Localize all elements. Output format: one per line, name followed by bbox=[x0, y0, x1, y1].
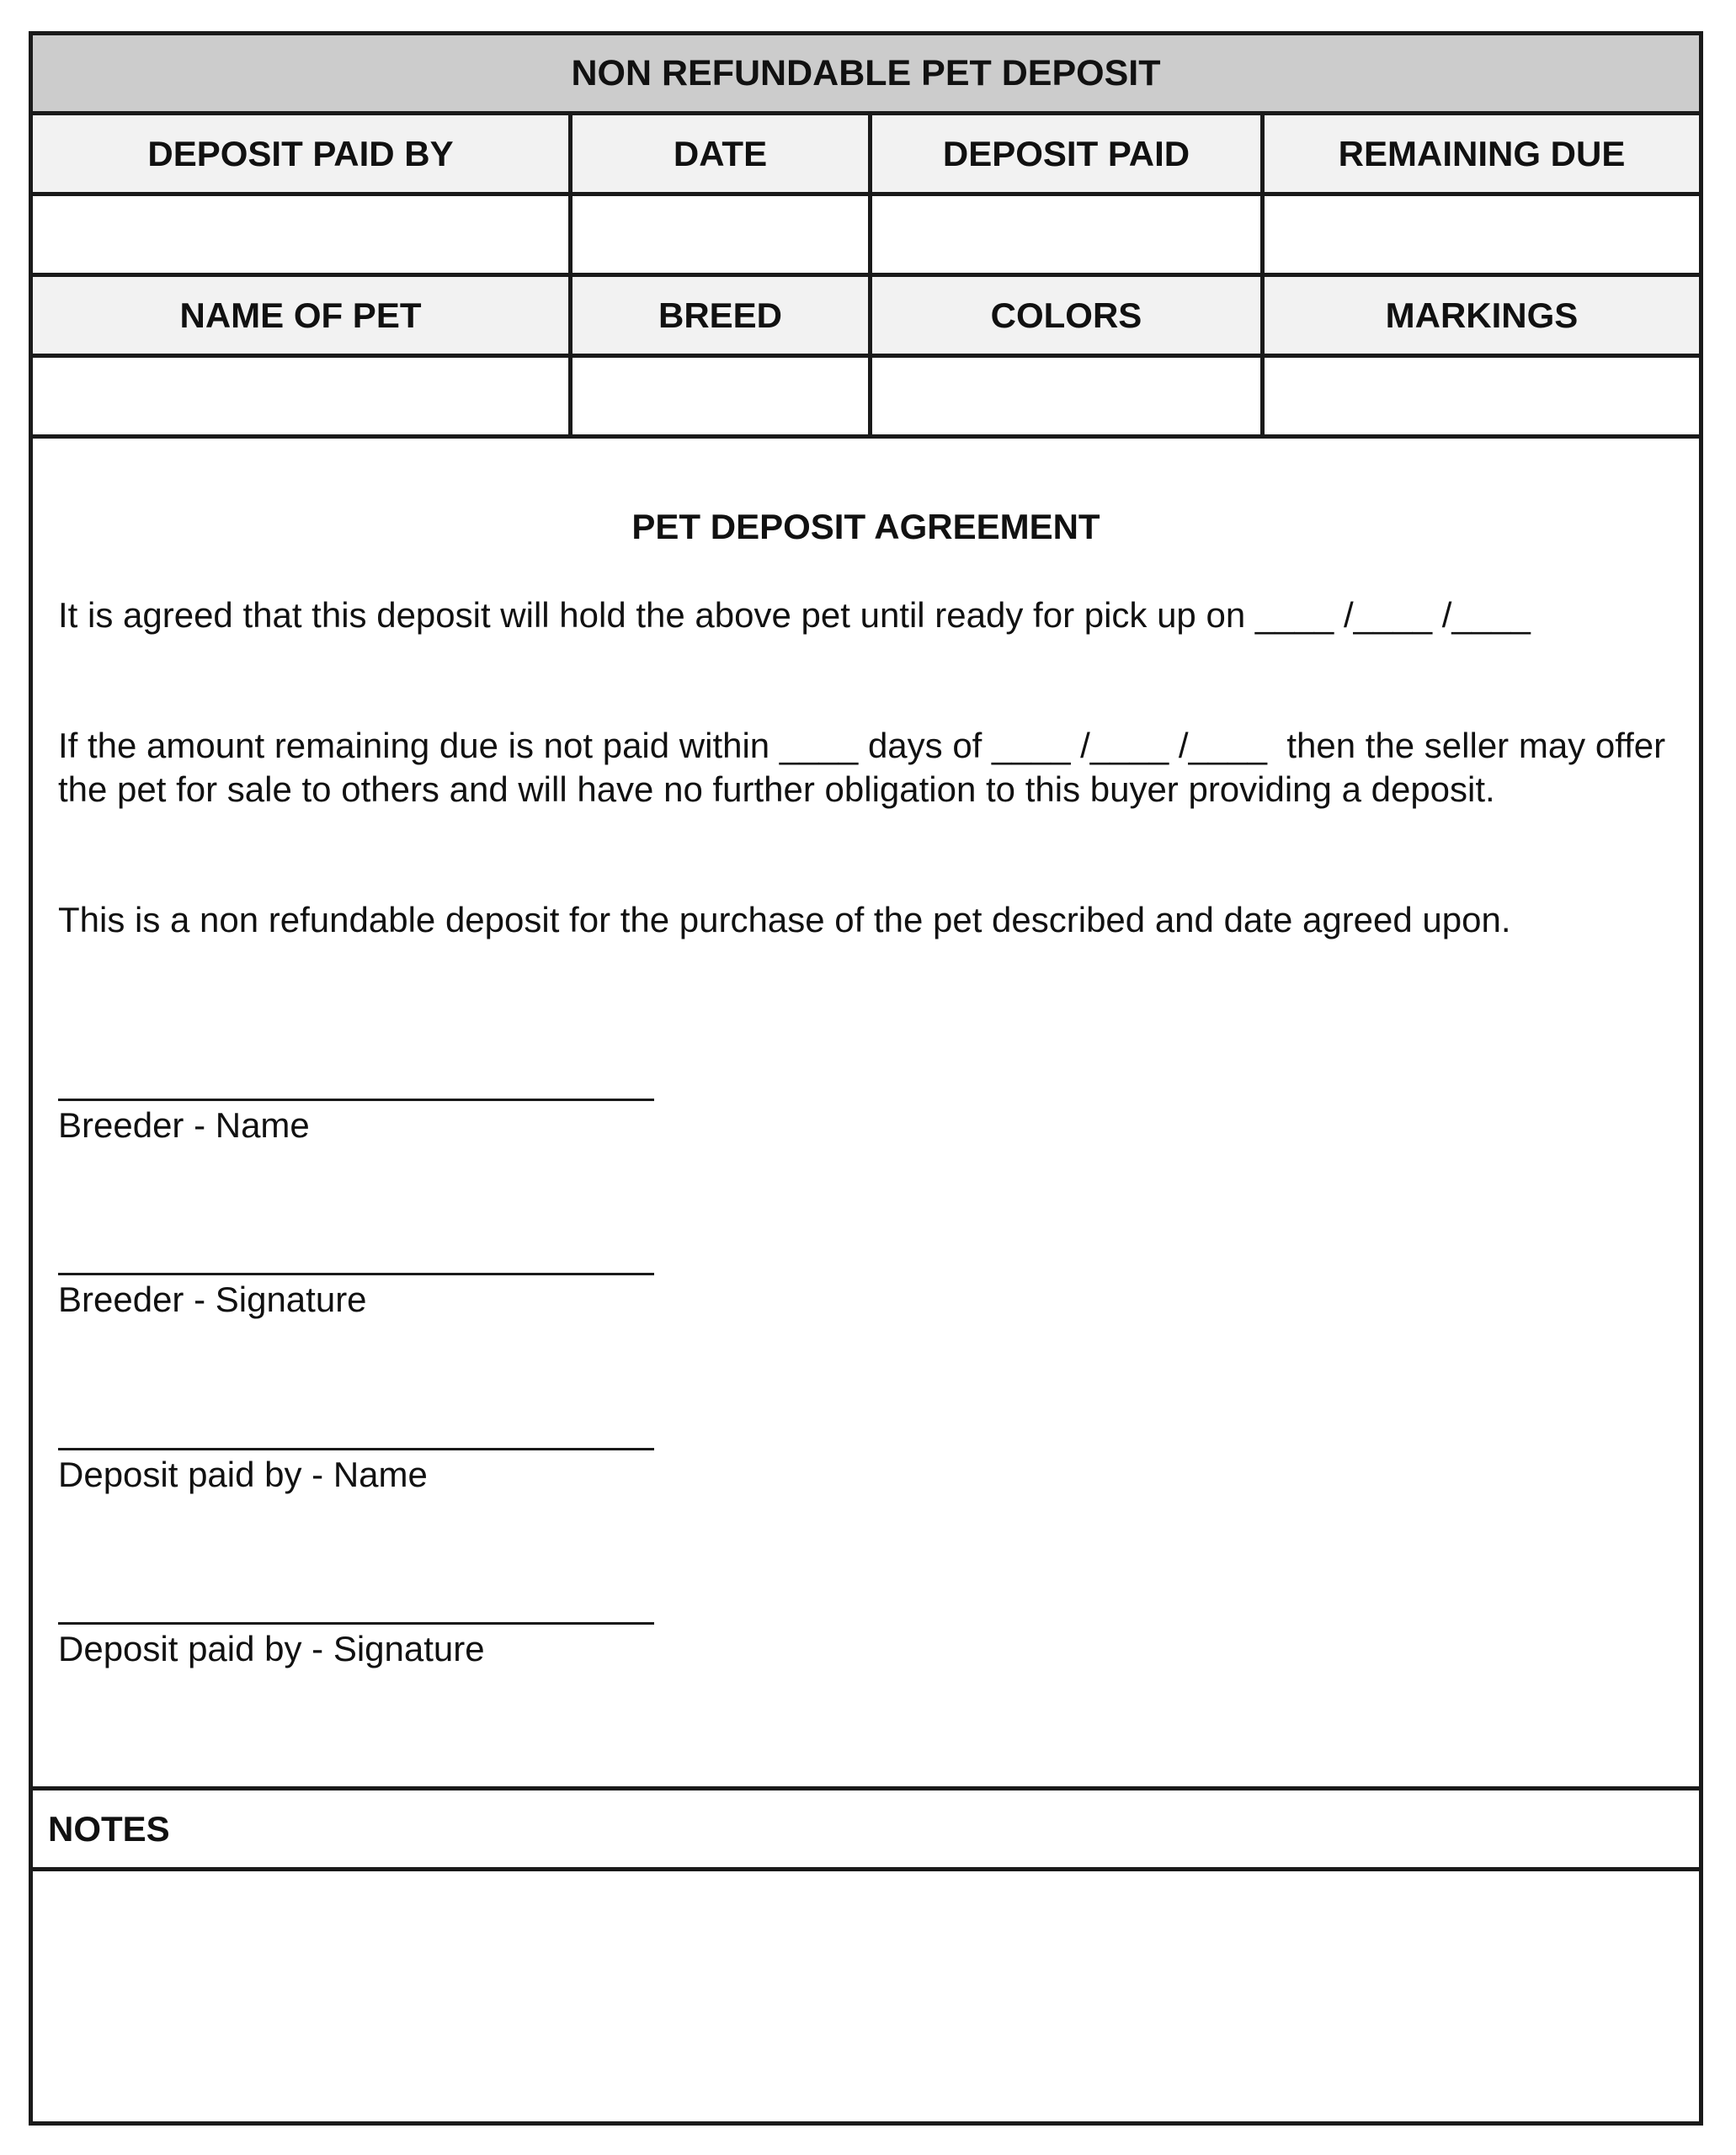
header-remaining-due: REMAINING DUE bbox=[1338, 133, 1626, 173]
deposit-paid-field[interactable] bbox=[872, 196, 1265, 273]
pet-header-row bbox=[33, 277, 1699, 358]
breeder-signature-label: Breeder - Signature bbox=[58, 1280, 367, 1319]
header-colors: COLORS bbox=[872, 277, 1265, 354]
pet-input-row bbox=[33, 358, 1699, 439]
depositor-name-line[interactable] bbox=[58, 1448, 654, 1450]
markings-field[interactable] bbox=[1265, 358, 1699, 434]
form-title: NON REFUNDABLE PET DEPOSIT bbox=[33, 35, 1699, 115]
depositor-name-label: Deposit paid by - Name bbox=[58, 1455, 428, 1494]
name-of-pet-field[interactable] bbox=[33, 358, 572, 434]
agreement-section bbox=[33, 444, 1699, 1791]
breeder-signature-line[interactable] bbox=[58, 1273, 654, 1275]
breeder-name-line[interactable] bbox=[58, 1099, 654, 1101]
date-field[interactable] bbox=[572, 196, 872, 273]
deposit-input-row bbox=[33, 196, 1699, 277]
breeder-name-label: Breeder - Name bbox=[58, 1105, 310, 1145]
agreement-title: PET DEPOSIT AGREEMENT bbox=[631, 507, 1100, 546]
colors-field[interactable] bbox=[872, 358, 1265, 434]
breed-field[interactable] bbox=[572, 358, 872, 434]
header-markings: MARKINGS bbox=[1385, 295, 1579, 335]
header-deposit-paid-by: DEPOSIT PAID BY bbox=[33, 115, 572, 192]
header-date: DATE bbox=[572, 115, 872, 192]
agreement-paragraph-pickup: It is agreed that this deposit will hold the above pet until ready for pick up on ____ /____ /____ bbox=[58, 595, 1531, 635]
header-breed: BREED bbox=[572, 277, 872, 354]
agreement-paragraph-due: If the amount remaining due is not paid within ____ days of ____ /____ /____ then the seller may offer the pet for sale to others and will have no further obligation to this buyer providing a deposit. bbox=[58, 726, 1675, 809]
notes-header: NOTES bbox=[33, 1791, 1699, 1871]
remaining-due-field[interactable] bbox=[1265, 196, 1699, 273]
depositor-signature-line[interactable] bbox=[58, 1622, 654, 1625]
pet-deposit-form bbox=[29, 31, 1703, 2126]
header-name-of-pet: NAME OF PET bbox=[33, 277, 572, 354]
agreement-paragraph-nonrefundable: This is a non refundable deposit for the purchase of the pet described and date agreed upon. bbox=[58, 900, 1511, 939]
depositor-signature-label: Deposit paid by - Signature bbox=[58, 1629, 485, 1668]
header-deposit-paid: DEPOSIT PAID bbox=[872, 115, 1265, 192]
notes-field[interactable] bbox=[33, 1871, 1699, 2121]
deposit-header-row bbox=[33, 115, 1699, 196]
deposit-paid-by-field[interactable] bbox=[33, 196, 572, 273]
